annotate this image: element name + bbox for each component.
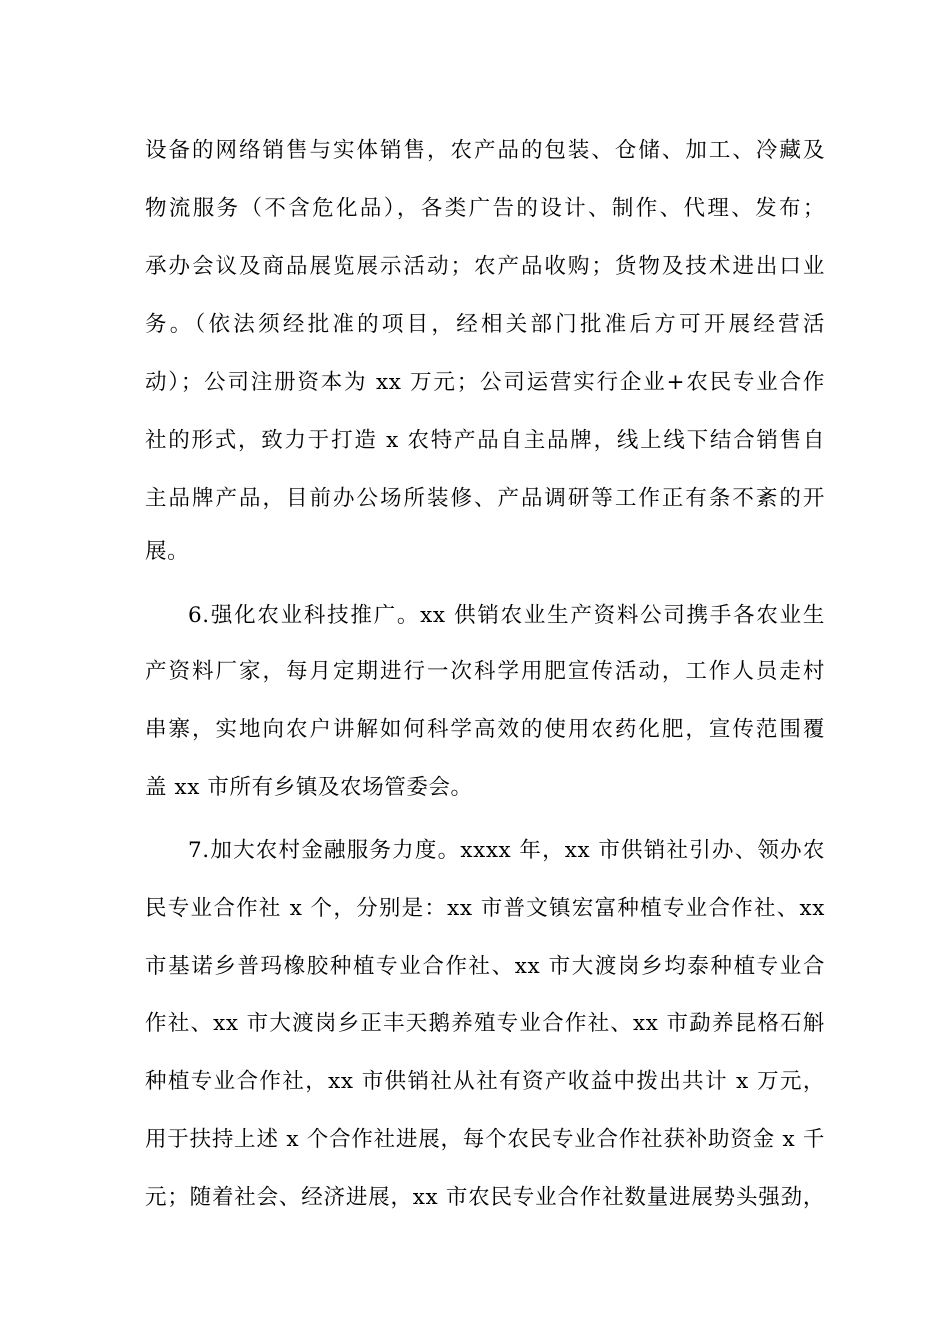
paragraph-heading-line: 7.加大农村金融服务力度。xxxx 年，xx 市供销社引办、领办农 bbox=[188, 838, 825, 863]
text-line: 社的形式，致力于打造 x 农特产品自主品牌，线上线下结合销售自 bbox=[145, 428, 825, 453]
text-line: 动）；公司注册资本为 xx 万元；公司运营实行企业+农民专业合作 bbox=[145, 370, 825, 395]
text-line: 元；随着社会、经济进展，xx 市农民专业合作社数量进展势头强劲， bbox=[145, 1185, 825, 1210]
text-line: 市基诺乡普玛橡胶种植专业合作社、xx 市大渡岗乡均泰种植专业合 bbox=[145, 954, 825, 979]
text-line: 民专业合作社 x 个，分别是：xx 市普文镇宏富种植专业合作社、xx bbox=[145, 896, 825, 921]
text-line: 物流服务（不含危化品），各类广告的设计、制作、代理、发布； bbox=[145, 196, 825, 221]
text-line: 产资料厂家，每月定期进行一次科学用肥宣传活动，工作人员走村 bbox=[145, 659, 825, 684]
text-line: 串寨，实地向农户讲解如何科学高效的使用农药化肥，宣传范围覆 bbox=[145, 717, 825, 742]
text-line: 设备的网络销售与实体销售，农产品的包装、仓储、加工、冷藏及 bbox=[145, 138, 825, 163]
text-line: 务。（依法须经批准的项目，经相关部门批准后方可开展经营活 bbox=[145, 312, 825, 337]
text-line: 用于扶持上述 x 个合作社进展，每个农民专业合作社获补助资金 x 千 bbox=[145, 1127, 825, 1152]
text-line: 作社、xx 市大渡岗乡正丰天鹅养殖专业合作社、xx 市勐养昆格石斛 bbox=[145, 1011, 825, 1036]
text-line: 种植专业合作社，xx 市供销社从社有资产收益中拨出共计 x 万元， bbox=[145, 1069, 825, 1094]
paragraph-heading-line: 6.强化农业科技推广。xx 供销农业生产资料公司携手各农业生 bbox=[188, 603, 825, 628]
text-line: 盖 xx 市所有乡镇及农场管委会。 bbox=[145, 775, 473, 800]
text-line: 展。 bbox=[145, 539, 190, 564]
text-line: 承办会议及商品展览展示活动；农产品收购；货物及技术进出口业 bbox=[145, 254, 825, 279]
text-line: 主品牌产品，目前办公场所装修、产品调研等工作正有条不紊的开 bbox=[145, 486, 825, 511]
